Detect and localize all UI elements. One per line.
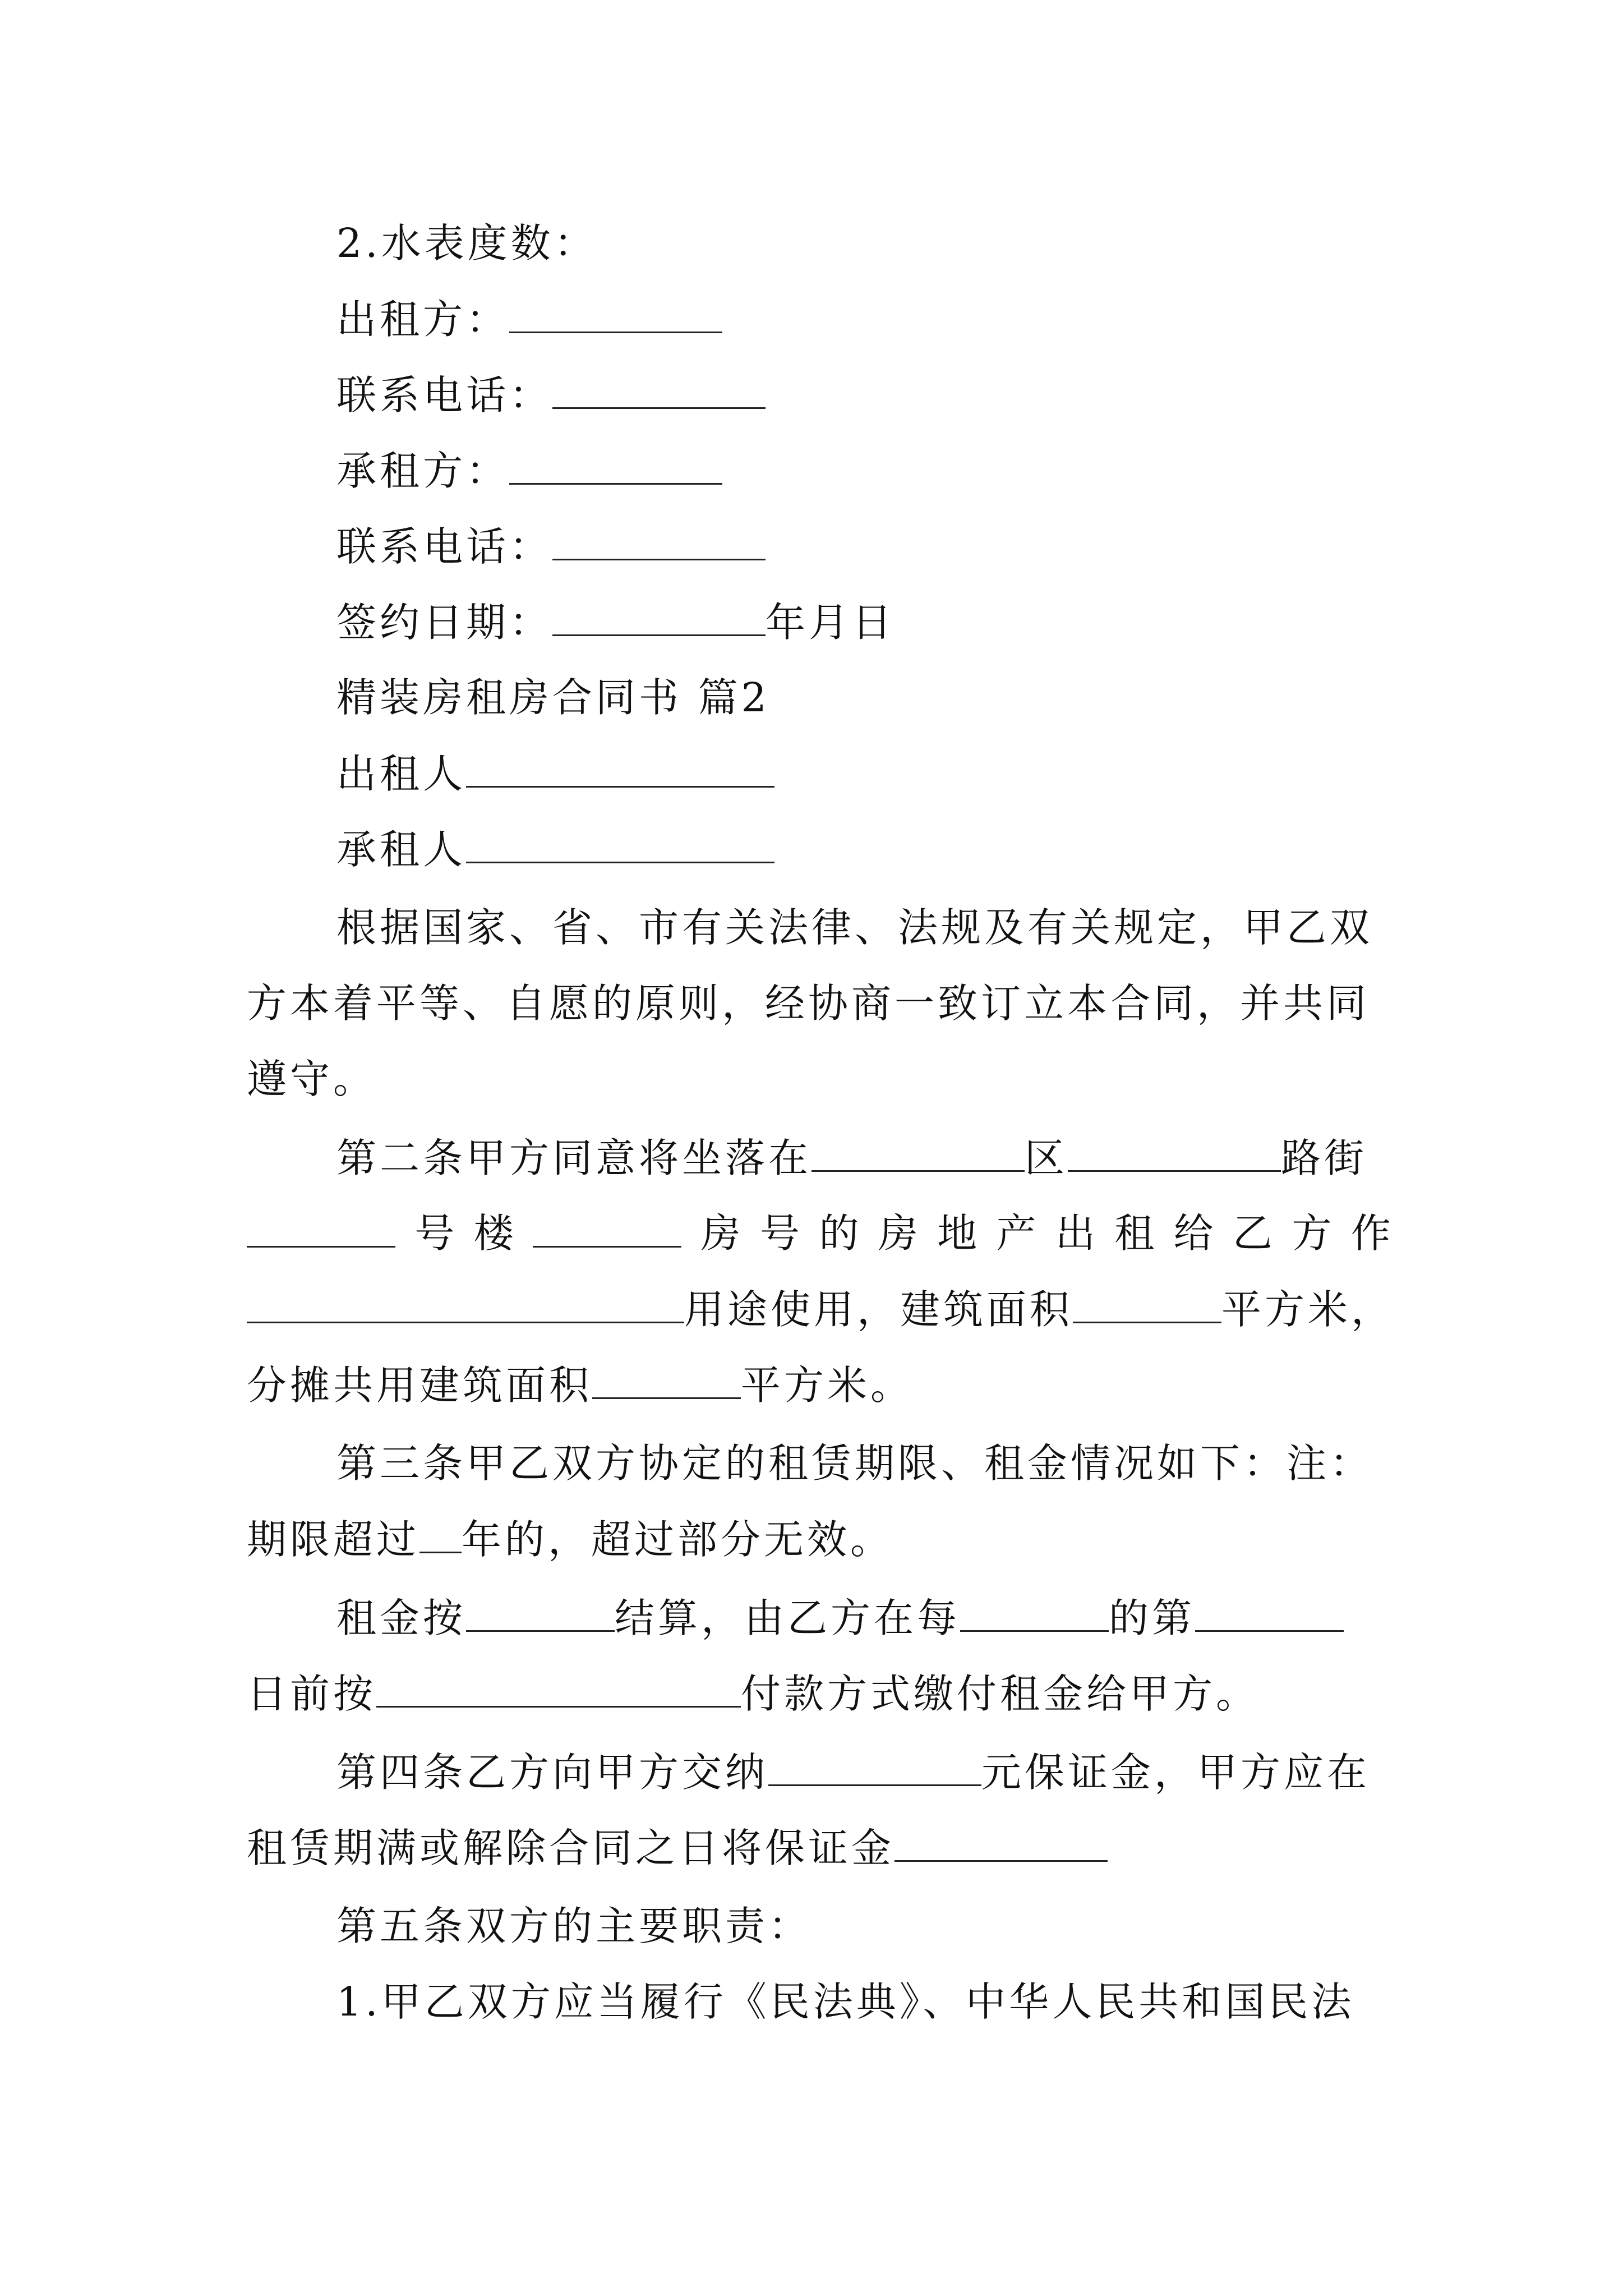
article3-line-1: [336, 1437, 1373, 1490]
lessor-phone-label: 联系电话：: [336, 372, 553, 418]
road-blank[interactable]: [1068, 1131, 1281, 1172]
payment-method-blank[interactable]: [376, 1667, 741, 1708]
lessor-person-label: 出租人: [336, 751, 467, 797]
article2-word: 乙: [1233, 1210, 1273, 1257]
lessee-phone-blank[interactable]: [552, 519, 766, 560]
article2-text-f: 分摊共用建筑面积: [247, 1362, 593, 1409]
lessor-line: [336, 292, 722, 347]
article2-word: 房: [878, 1210, 918, 1257]
preamble-line-3: [247, 1052, 376, 1106]
lessee-person-line: [336, 822, 774, 877]
rent-text-d: 日前按: [247, 1671, 377, 1717]
lessee-label: 承租方：: [336, 448, 510, 494]
lessee-blank[interactable]: [509, 444, 722, 485]
section-heading: [336, 671, 770, 725]
rent-text-e: 付款方式缴付租金给甲方。: [741, 1671, 1260, 1717]
lessee-person-label: 承租人: [336, 826, 467, 873]
lessor-blank[interactable]: [509, 292, 722, 333]
lessor-phone-blank[interactable]: [552, 368, 766, 409]
article2-word: 号: [414, 1210, 455, 1257]
shared-area-blank[interactable]: [592, 1358, 741, 1399]
article5-title: 第五条双方的主要职责：: [336, 1903, 812, 1949]
article2-line-1: [336, 1131, 1367, 1185]
article2-word: 作: [1350, 1210, 1391, 1257]
settlement-blank[interactable]: [466, 1591, 615, 1632]
article3-text-b: 期限超过: [247, 1516, 420, 1563]
period-blank[interactable]: [960, 1591, 1109, 1632]
preamble-line-2: [247, 977, 1370, 1030]
deposit-return-blank[interactable]: [895, 1821, 1108, 1862]
article4-text-a: 第四条乙方向甲方交纳: [336, 1749, 769, 1796]
section-title: 精装房租房合同书 篇2: [336, 674, 770, 721]
article5-item-1: [336, 1975, 1354, 2029]
sign-date-label: 签约日期：: [336, 599, 553, 646]
article5-heading: [336, 1899, 811, 1953]
building-area-blank[interactable]: [1073, 1282, 1221, 1323]
article2-word: 的: [819, 1210, 859, 1257]
article2-text-d: 用途使用，建筑面积: [684, 1286, 1073, 1333]
lessor-person-line: [336, 747, 774, 801]
article2-line-2: [247, 1207, 1391, 1260]
article2-word: 地: [937, 1210, 978, 1257]
article4-text-c: 租赁期满或解除合同之日将保证金: [247, 1825, 895, 1871]
sign-date-blank[interactable]: [552, 595, 766, 636]
article4-line-2: [247, 1821, 1108, 1875]
preamble-text-3: 遵守。: [247, 1056, 377, 1102]
article2-word: 方: [1292, 1210, 1332, 1257]
article2-word: 楼: [473, 1210, 514, 1257]
article2-text-g: 平方米。: [741, 1362, 914, 1409]
day-blank[interactable]: [1195, 1591, 1344, 1632]
article2-word: 产: [996, 1210, 1036, 1257]
article3-text-a: 第三条甲乙双方协定的租赁期限、租金情况如下：注：: [336, 1440, 1373, 1487]
lessee-person-blank[interactable]: [466, 822, 774, 863]
lessee-line: [336, 444, 722, 498]
article2-line-3: [247, 1282, 1394, 1337]
article3-line-2: [247, 1512, 893, 1567]
article2-word: 出: [1055, 1210, 1095, 1257]
term-years-blank[interactable]: [419, 1512, 462, 1553]
water-meter-label: 2.水表度数：: [336, 220, 597, 266]
article2-line-4: [247, 1358, 914, 1412]
lessor-label: 出租方：: [336, 296, 510, 343]
article2-text-c: 路街: [1281, 1135, 1368, 1181]
article2-word: 租: [1114, 1210, 1155, 1257]
article3-text-c: 年的，超过部分无效。: [462, 1516, 894, 1563]
rent-text-c: 的第: [1109, 1595, 1196, 1641]
article4-text-b: 元保证金，甲方应在: [981, 1749, 1371, 1796]
number-blank[interactable]: [247, 1207, 395, 1248]
article2-word: 号: [759, 1210, 800, 1257]
lessee-phone-line: [336, 519, 766, 574]
usage-blank[interactable]: [247, 1282, 684, 1323]
deposit-amount-blank[interactable]: [768, 1745, 981, 1786]
building-blank[interactable]: [533, 1207, 681, 1248]
lessee-phone-label: 联系电话：: [336, 523, 553, 570]
rent-line-1: [336, 1591, 1344, 1645]
preamble-line-1: [336, 901, 1373, 955]
article5-item-text: 1.甲乙双方应当履行《民法典》、中华人民共和国民法: [336, 1978, 1355, 2025]
sign-date-suffix: 年月日: [766, 599, 896, 646]
article2-word: 给: [1173, 1210, 1214, 1257]
lessor-phone-line: [336, 368, 766, 422]
rent-text-a: 租金按: [336, 1595, 467, 1641]
article2-text-a: 第二条甲方同意将坐落在: [336, 1135, 812, 1181]
rent-line-2: [247, 1667, 1259, 1721]
district-blank[interactable]: [811, 1131, 1025, 1172]
article4-line-1: [336, 1745, 1370, 1800]
sign-date-line: [336, 595, 895, 650]
lessor-person-blank[interactable]: [466, 747, 774, 788]
rent-text-b: 结算，由乙方在每: [615, 1595, 961, 1641]
article2-text-b: 区: [1025, 1135, 1068, 1181]
water-meter-line: [336, 217, 597, 270]
article2-text-e: 平方米，: [1221, 1286, 1395, 1333]
preamble-text-1: 根据国家、省、市有关法律、法规及有关规定，甲乙双: [336, 904, 1373, 951]
preamble-text-2: 方本着平等、自愿的原则，经协商一致订立本合同，并共同: [247, 980, 1370, 1027]
article2-word: 房: [700, 1210, 741, 1257]
